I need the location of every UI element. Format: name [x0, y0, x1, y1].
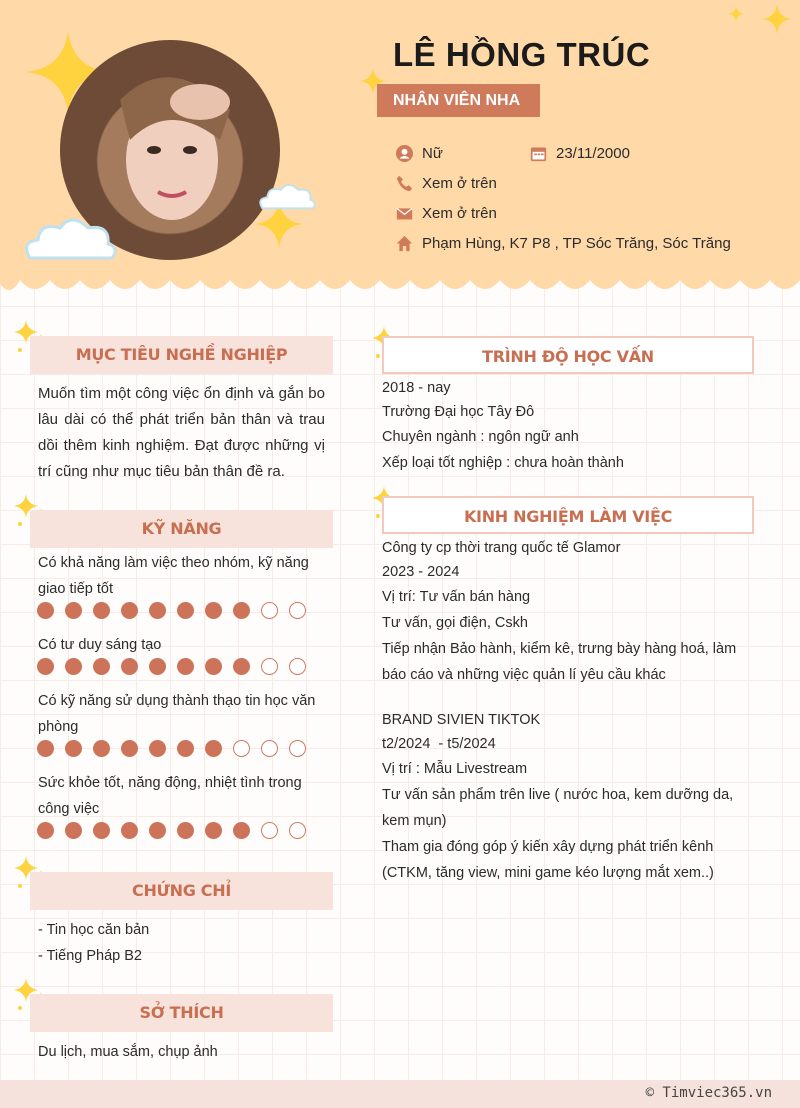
job1-duty: Tiếp nhận Bảo hành, kiểm kê, trưng bày hàng hoá, làm báo cáo và những việc quản lí yêu cầu khác [382, 641, 737, 683]
job2-duty: Tham gia đóng góp ý kiến xây dựng phát triển kênh (CTKM, tăng view, mini game kéo lượng mắt xem..) [382, 839, 714, 881]
home-icon [396, 235, 413, 252]
calendar-icon [530, 145, 547, 162]
rating-dot-filled [93, 822, 110, 839]
footer-bar [0, 1080, 800, 1108]
cloud-icon [255, 180, 319, 212]
rating-dot-filled [65, 602, 82, 619]
hobbies-text: Du lịch, mua sắm, chụp ảnh [38, 1044, 218, 1060]
rating-dot-empty [233, 740, 250, 757]
skill-rating [37, 822, 317, 839]
rating-dot-filled [93, 740, 110, 757]
gender-value: Nữ [422, 145, 443, 162]
rating-dot-empty [261, 822, 278, 839]
certificates-title: CHỨNG CHỈ [30, 872, 333, 910]
rating-dot-filled [177, 658, 194, 675]
rating-dot-empty [261, 740, 278, 757]
rating-dot-filled [149, 602, 166, 619]
rating-dot-filled [233, 822, 250, 839]
mail-icon [396, 205, 413, 222]
scallop-border [0, 262, 800, 302]
rating-dot-filled [93, 658, 110, 675]
rating-dot-filled [37, 740, 54, 757]
rating-dot-filled [37, 658, 54, 675]
rating-dot-filled [149, 740, 166, 757]
rating-dot-filled [121, 822, 138, 839]
job1-period: 2023 - 2024 [382, 564, 460, 580]
education-line: 2018 - nay [382, 380, 451, 396]
rating-dot-empty [289, 602, 306, 619]
education-line: Xếp loại tốt nghiệp : chưa hoàn thành [382, 455, 624, 471]
email-row [396, 205, 497, 222]
certificate-item: - Tin học căn bản [38, 922, 150, 938]
skill-rating [37, 602, 317, 619]
rating-dot-filled [121, 658, 138, 675]
rating-dot-filled [177, 822, 194, 839]
job2-duty: Tư vấn sản phẩm trên live ( nước hoa, kem dưỡng da, kem mụn) [382, 787, 734, 829]
star-icon [762, 4, 792, 34]
rating-dot-filled [205, 658, 222, 675]
skill-rating [37, 658, 317, 675]
rating-dot-empty [289, 822, 306, 839]
rating-dot-empty [261, 658, 278, 675]
skill-text: Có khả năng làm việc theo nhóm, kỹ năng giao tiếp tốt [38, 555, 309, 597]
footer-credit: © Timviec365.vn [645, 1085, 772, 1101]
user-icon [396, 145, 413, 162]
gender-row [396, 145, 443, 162]
rating-dot-filled [65, 740, 82, 757]
rating-dot-filled [149, 658, 166, 675]
objective-title: MỤC TIÊU NGHỀ NGHIỆP [30, 336, 333, 374]
phone-value: Xem ở trên [422, 175, 497, 192]
candidate-name: LÊ HỒNG TRÚC [393, 36, 651, 73]
education-line: Chuyên ngành : ngôn ngữ anh [382, 429, 579, 445]
rating-dot-empty [289, 740, 306, 757]
job2-period: t2/2024 - t5/2024 [382, 736, 496, 752]
job2-role: Vị trí : Mẫu Livestream [382, 761, 528, 777]
experience-title: KINH NGHIỆM LÀM VIỆC [382, 496, 754, 534]
rating-dot-filled [177, 740, 194, 757]
skills-title: KỸ NĂNG [30, 510, 333, 548]
skill-text: Có tư duy sáng tạo [38, 637, 162, 653]
star-icon [728, 6, 744, 22]
cloud-icon [20, 212, 120, 264]
job1-company: Công ty cp thời trang quốc tế Glamor [382, 540, 621, 556]
rating-dot-filled [177, 602, 194, 619]
rating-dot-filled [121, 602, 138, 619]
rating-dot-filled [205, 740, 222, 757]
email-value: Xem ở trên [422, 205, 497, 222]
skill-rating [37, 740, 317, 757]
birthdate-row [530, 145, 630, 162]
rating-dot-filled [149, 822, 166, 839]
phone-icon [396, 175, 413, 192]
education-title: TRÌNH ĐỘ HỌC VẤN [382, 336, 754, 374]
hobbies-title: SỞ THÍCH [30, 994, 333, 1032]
rating-dot-empty [289, 658, 306, 675]
phone-row [396, 175, 497, 192]
rating-dot-filled [205, 602, 222, 619]
rating-dot-filled [233, 602, 250, 619]
skill-text: Có kỹ năng sử dụng thành thạo tin học văn phòng [38, 693, 316, 735]
skill-text: Sức khỏe tốt, năng động, nhiệt tình trong công việc [38, 775, 302, 817]
job1-role: Vị trí: Tư vấn bán hàng [382, 589, 531, 605]
rating-dot-filled [233, 658, 250, 675]
rating-dot-filled [37, 602, 54, 619]
job1-duty: Tư vấn, gọi điện, Cskh [382, 615, 528, 631]
birthdate-value: 23/11/2000 [556, 145, 630, 162]
rating-dot-filled [93, 602, 110, 619]
rating-dot-filled [205, 822, 222, 839]
rating-dot-filled [65, 822, 82, 839]
job2-company: BRAND SIVIEN TIKTOK [382, 712, 541, 728]
address-row [396, 235, 731, 252]
rating-dot-empty [261, 602, 278, 619]
rating-dot-filled [65, 658, 82, 675]
rating-dot-filled [37, 822, 54, 839]
objective-text: Muốn tìm một công việc ổn định và gắn bo lâu dài có thể phát triển bản thân và trau dồi thêm kinh nghiệm. Đạt được những vị trí cũng như mục tiêu bản thân đề ra. [38, 385, 325, 480]
rating-dot-filled [121, 740, 138, 757]
education-line: Trường Đại học Tây Đô [382, 404, 535, 420]
job-title-badge: NHÂN VIÊN NHA [377, 84, 540, 117]
address-value: Phạm Hùng, K7 P8 , TP Sóc Trăng, Sóc Trăng [422, 235, 731, 252]
certificate-item: - Tiếng Pháp B2 [38, 948, 142, 964]
